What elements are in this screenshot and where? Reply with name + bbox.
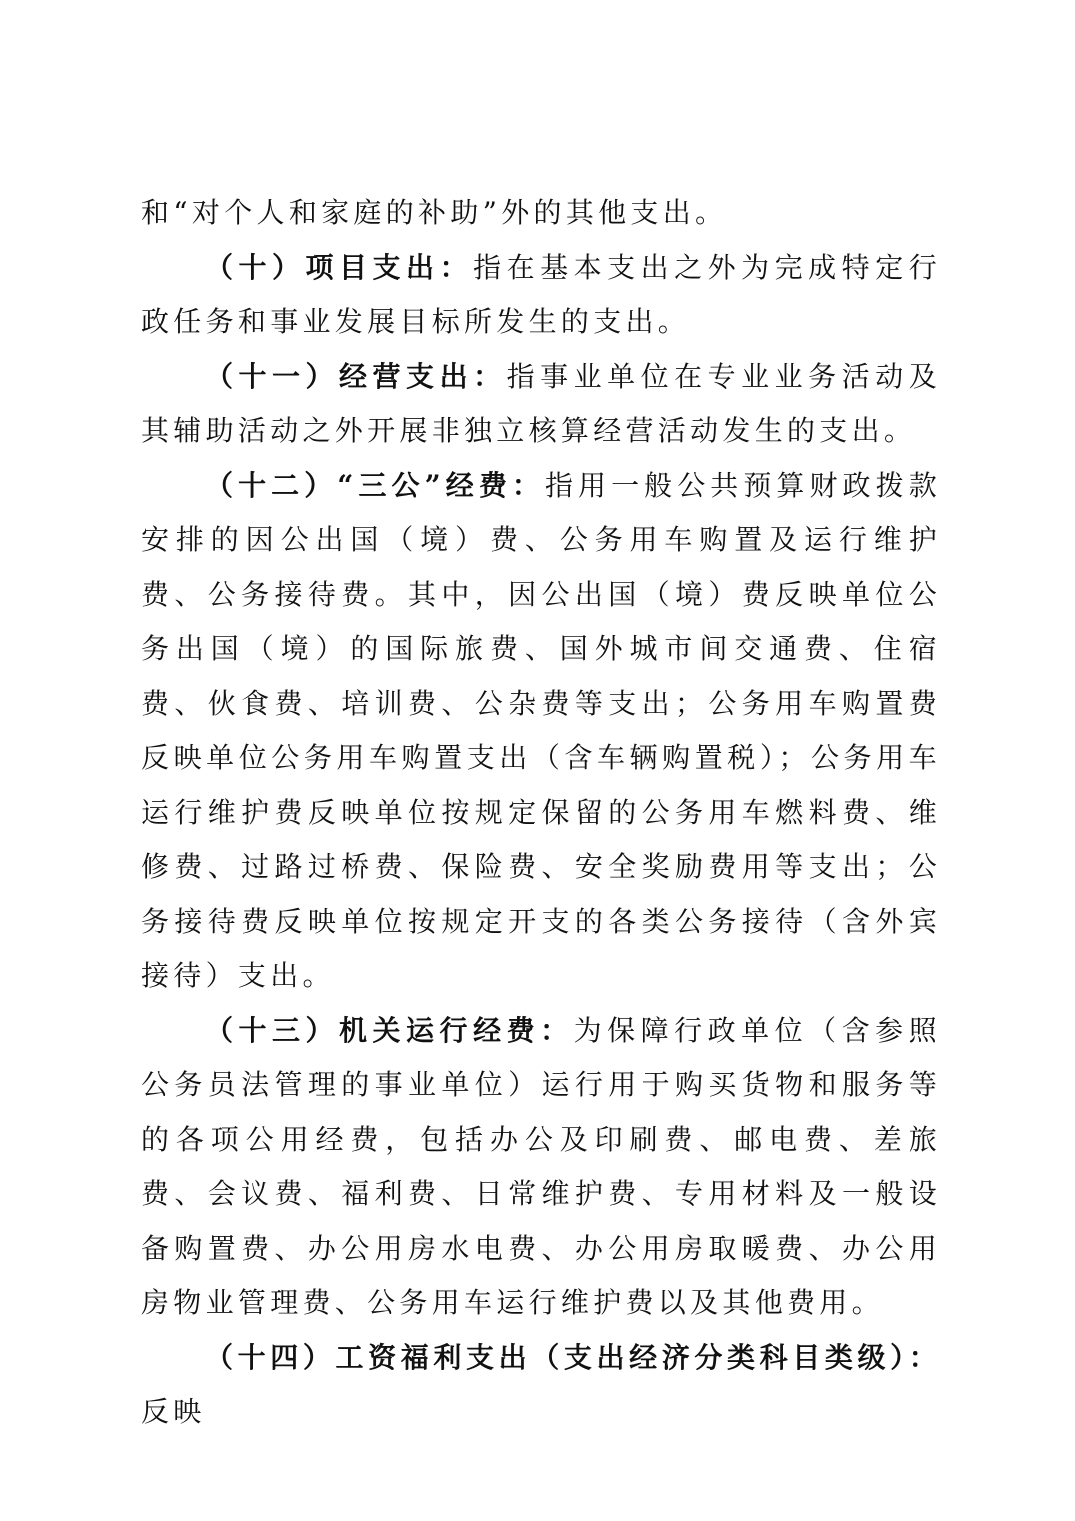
- paragraph-text: 反映: [141, 1395, 206, 1428]
- paragraph-salary-welfare-expenditure: [141, 1331, 941, 1440]
- paragraph-text: 和“对个人和家庭的补助”外的其他支出。: [141, 196, 728, 229]
- paragraph-operating-expenditure: [141, 350, 941, 459]
- paragraph-three-public-expenses: [141, 459, 941, 1004]
- paragraph-term: （十一）经营支出：: [205, 359, 507, 393]
- paragraph-term: （十四）工资福利支出（支出经济分类科目类级）：: [205, 1340, 941, 1374]
- paragraph-agency-operating-funds: [141, 1004, 941, 1331]
- document-body: [141, 186, 941, 1440]
- paragraph-continuation: [141, 186, 941, 241]
- paragraph-text: 为保障行政单位（含参照公务员法管理的事业单位）运行用于购买货物和服务等的各项公用经费，包括办公及印刷费、邮电费、差旅费、会议费、福利费、日常维护费、专用材料及一般设备购置费、办公用房水电费、办公用房取暖费、办公用房物业管理费、公务用车运行维护费以及其他费用。: [141, 1013, 941, 1319]
- paragraph-term: （十二）“三公”经费：: [205, 468, 545, 502]
- paragraph-text: 指事业单位在专业业务活动及其辅助活动之外开展非独立核算经营活动发生的支出。: [141, 359, 942, 447]
- paragraph-text: 指用一般公共预算财政拨款安排的因公出国（境）费、公务用车购置及运行维护费、公务接待费。其中，因公出国（境）费反映单位公务出国（境）的国际旅费、国外城市间交通费、住宿费、伙食费、培训费、公杂费等支出；公务用车购置费反映单位公务用车购置支出（含车辆购置税）；公务用车运行维护费反映单位按规定保留的公务用车燃料费、维修费、过路过桥费、保险费、安全奖励费用等支出；公务接待费反映单位按规定开支的各类公务接待（含外宾接待）支出。: [141, 468, 941, 992]
- paragraph-project-expenditure: [141, 241, 941, 350]
- paragraph-term: （十三）机关运行经费：: [205, 1013, 574, 1047]
- paragraph-term: （十）项目支出：: [205, 250, 474, 284]
- paragraph-text: 指在基本支出之外为完成特定行政任务和事业发展目标所发生的支出。: [141, 250, 941, 338]
